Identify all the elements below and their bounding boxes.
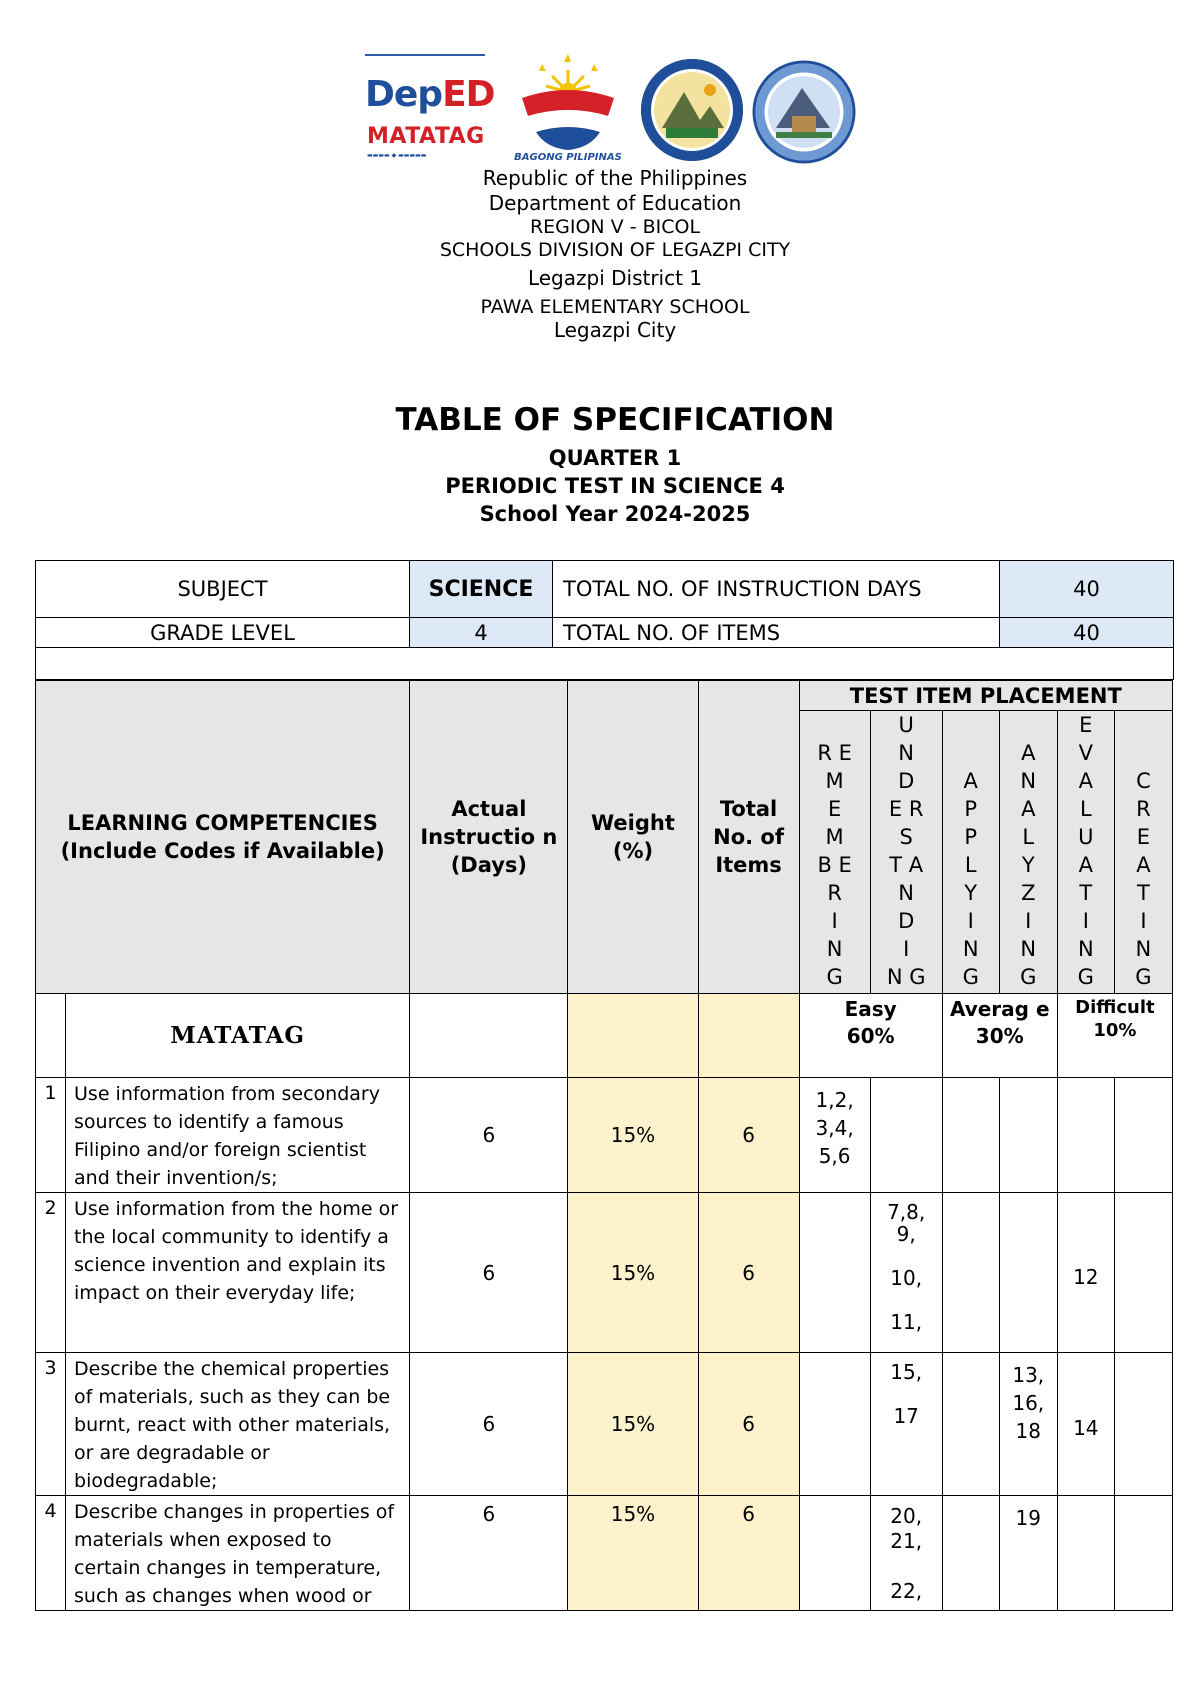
items-cell: 6 xyxy=(698,1078,799,1193)
evaluating-header: E V A L U A T I N G xyxy=(1057,711,1114,994)
competency-text: Describe the chemical properties of materials, such as they can be burnt, react with other materials, or are degradable or biodegradable; xyxy=(66,1353,410,1496)
table-row xyxy=(36,1193,1173,1353)
remembering-cell xyxy=(799,1353,870,1496)
evaluating-cell xyxy=(1057,1496,1114,1611)
weight-cell: 15% xyxy=(568,1193,698,1353)
competencies-header: LEARNING COMPETENCIES (Include Codes if Available) xyxy=(36,681,410,994)
applying-header: A P P L Y I N G xyxy=(942,711,999,994)
info-table xyxy=(35,560,1174,680)
evaluating-cell: 12 xyxy=(1057,1193,1114,1353)
specification-table xyxy=(35,680,1173,1611)
easy-difficulty: Easy 60% xyxy=(799,994,942,1078)
analyzing-cell: 13, 16, 18 xyxy=(999,1353,1057,1496)
group-number-cell xyxy=(36,994,66,1078)
understanding-cell: 15, 17 xyxy=(870,1353,942,1496)
days-cell: 6 xyxy=(410,1353,568,1496)
items-cell: 6 xyxy=(698,1193,799,1353)
days-cell: 6 xyxy=(410,1193,568,1353)
remembering-cell: 1,2, 3,4, 5,6 xyxy=(799,1078,870,1193)
creating-cell xyxy=(1114,1078,1172,1193)
grade-level-label: GRADE LEVEL xyxy=(36,618,410,648)
weight-cell: 15% xyxy=(568,1078,698,1193)
understanding-cell: 20, 21, 22, xyxy=(870,1496,942,1611)
letterhead-department: Department of Education xyxy=(488,191,742,215)
days-cell: 6 xyxy=(410,1496,568,1611)
weight-header: Weight (%) xyxy=(568,681,698,994)
table-row xyxy=(36,1496,1173,1611)
row-number: 4 xyxy=(36,1496,66,1611)
letterhead-republic: Republic of the Philippines xyxy=(482,166,748,190)
test-label: PERIODIC TEST IN SCIENCE 4 xyxy=(445,474,785,498)
remembering-cell xyxy=(799,1496,870,1611)
group-weight-cell xyxy=(568,994,698,1078)
row-number: 3 xyxy=(36,1353,66,1496)
creating-cell xyxy=(1114,1496,1172,1611)
row-number: 1 xyxy=(36,1078,66,1193)
evaluating-cell xyxy=(1057,1078,1114,1193)
group-items-cell xyxy=(698,994,799,1078)
deped-matatag-logo: DepED MATATAG ▬▬▬▬ ◆ ▬▬▬▬▬ xyxy=(365,54,485,164)
evaluating-cell: 14 xyxy=(1057,1353,1114,1496)
test-item-placement-header: TEST ITEM PLACEMENT xyxy=(799,681,1172,711)
group-days-cell xyxy=(410,994,568,1078)
row-number: 2 xyxy=(36,1193,66,1353)
understanding-cell: 7,8, 9, 10, 11, xyxy=(870,1193,942,1353)
items-header: Total No. of Items xyxy=(698,681,799,994)
department-of-education-seal xyxy=(640,58,744,162)
matatag-group-label: MATATAG xyxy=(66,994,410,1078)
applying-cell xyxy=(942,1496,999,1611)
logo-strip xyxy=(0,52,1200,172)
weight-cell: 15% xyxy=(568,1496,698,1611)
competency-text: Describe changes in properties of materials when exposed to certain changes in temperature, such as changes when wood or xyxy=(66,1496,410,1611)
letterhead-city: Legazpi City xyxy=(553,318,677,342)
applying-cell xyxy=(942,1353,999,1496)
understanding-header: U N D E R S T A N D I N G xyxy=(870,711,942,994)
applying-cell xyxy=(942,1078,999,1193)
subject-label: SUBJECT xyxy=(36,561,410,618)
school-year-label: School Year 2024-2025 xyxy=(479,502,751,526)
items-cell: 6 xyxy=(698,1353,799,1496)
creating-cell xyxy=(1114,1193,1172,1353)
analyzing-cell: 19 xyxy=(999,1496,1057,1611)
remembering-cell xyxy=(799,1193,870,1353)
total-items-value: 40 xyxy=(1000,618,1174,648)
weight-cell: 15% xyxy=(568,1353,698,1496)
grade-level-value: 4 xyxy=(410,618,553,648)
instruction-days-value: 40 xyxy=(1000,561,1174,618)
spacer-row xyxy=(36,648,1174,680)
total-items-label: TOTAL NO. OF ITEMS xyxy=(553,618,1000,648)
analyzing-cell xyxy=(999,1078,1057,1193)
letterhead-school: PAWA ELEMENTARY SCHOOL xyxy=(480,296,750,318)
days-cell: 6 xyxy=(410,1078,568,1193)
instruction-days-label: TOTAL NO. OF INSTRUCTION DAYS xyxy=(553,561,1000,618)
letterhead-district: Legazpi District 1 xyxy=(527,266,703,290)
competency-text: Use information from the home or the local community to identify a science invention and explain its impact on their everyday life; xyxy=(66,1193,410,1353)
document-title: TABLE OF SPECIFICATION xyxy=(395,402,835,438)
subject-value: SCIENCE xyxy=(410,561,553,618)
average-difficulty: Averag e 30% xyxy=(942,994,1057,1078)
understanding-cell xyxy=(870,1078,942,1193)
analyzing-cell xyxy=(999,1193,1057,1353)
competency-text: Use information from secondary sources to identify a famous Filipino and/or foreign scientist and their invention/s; xyxy=(66,1078,410,1193)
difficult-difficulty: Difficult 10% xyxy=(1057,994,1172,1078)
table-row xyxy=(36,1078,1173,1193)
quarter-label: QUARTER 1 xyxy=(548,446,682,470)
letterhead-region: REGION V - BICOL xyxy=(529,216,701,238)
letterhead-division: SCHOOLS DIVISION OF LEGAZPI CITY xyxy=(439,239,791,261)
applying-cell xyxy=(942,1193,999,1353)
table-row xyxy=(36,1353,1173,1496)
remembering-header: R E M E M B E R I N G xyxy=(799,711,870,994)
creating-cell xyxy=(1114,1353,1172,1496)
analyzing-header: A N A L Y Z I N G xyxy=(999,711,1057,994)
pawa-elementary-school-seal xyxy=(752,60,856,164)
items-cell: 6 xyxy=(698,1496,799,1611)
creating-header: C R E A T I N G xyxy=(1114,711,1172,994)
days-header: Actual Instructio n (Days) xyxy=(410,681,568,994)
bagong-pilipinas-logo: BAGONG PILIPINAS xyxy=(512,52,624,164)
